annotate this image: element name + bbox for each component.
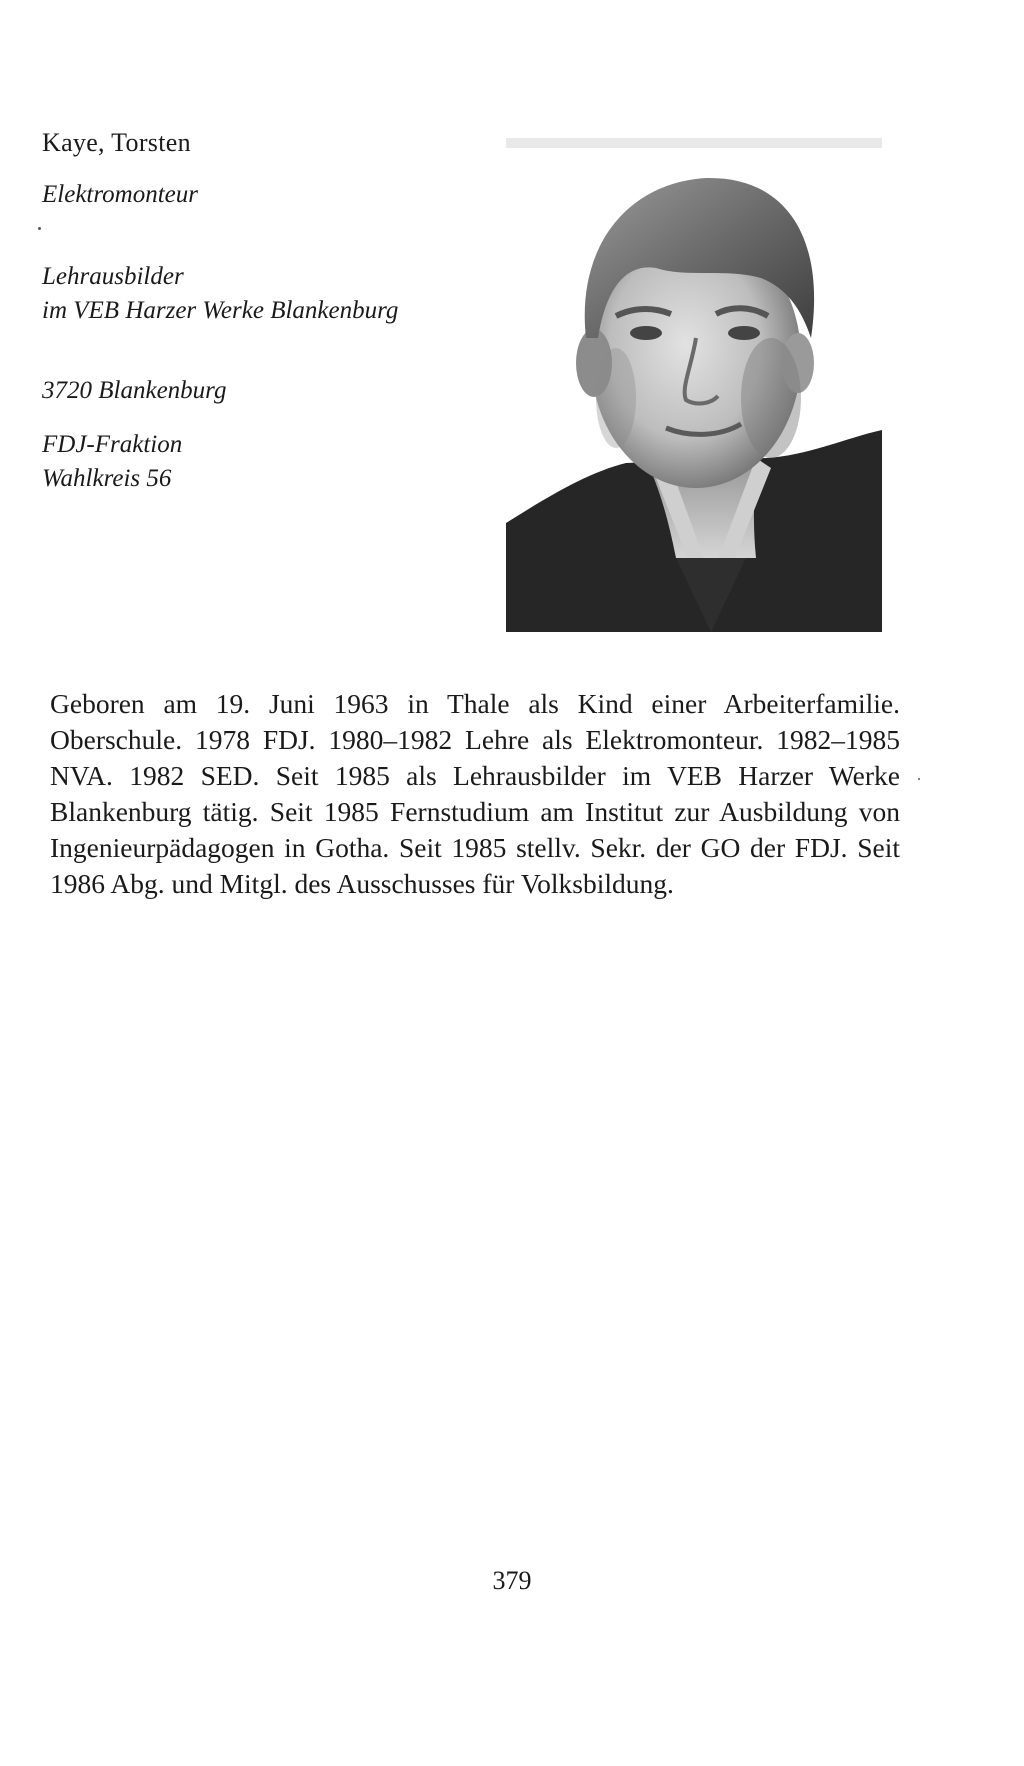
constituency: Wahlkreis 56 — [42, 465, 172, 492]
person-name: Kaye, Torsten — [42, 128, 191, 157]
position-employer: im VEB Harzer Werke Blankenburg — [42, 297, 399, 324]
print-speck — [918, 778, 920, 780]
profession: Elektromonteur — [42, 181, 198, 208]
page-number: 379 — [492, 1566, 532, 1595]
biography-text: Geboren am 19. Juni 1963 in Thale als Kind einer Arbeiterfamilie. Oberschule. 1978 FDJ. 1980–1982 Lehre als Elektromonteur. 1982–1985 NVA. 1982 SED. Seit 1985 als Lehrausbilder im VEB Harzer Werke Blankenburg tätig. Seit 1985 Fernstudium am Institut zur Ausbildung von Ingenieurpädagogen in Gotha. Seit 1985 stellv. Sekr. der GO der FDJ. Seit 1986 Abg. und Mitgl. des Ausschusses für Volksbildung. — [50, 688, 900, 899]
portrait-photo — [506, 138, 882, 632]
position-title: Lehrausbilder — [42, 263, 184, 290]
print-speck — [38, 227, 41, 230]
portrait-photo-icon — [506, 138, 882, 632]
city: 3720 Blankenburg — [42, 377, 227, 404]
faction: FDJ-Fraktion — [42, 431, 183, 458]
